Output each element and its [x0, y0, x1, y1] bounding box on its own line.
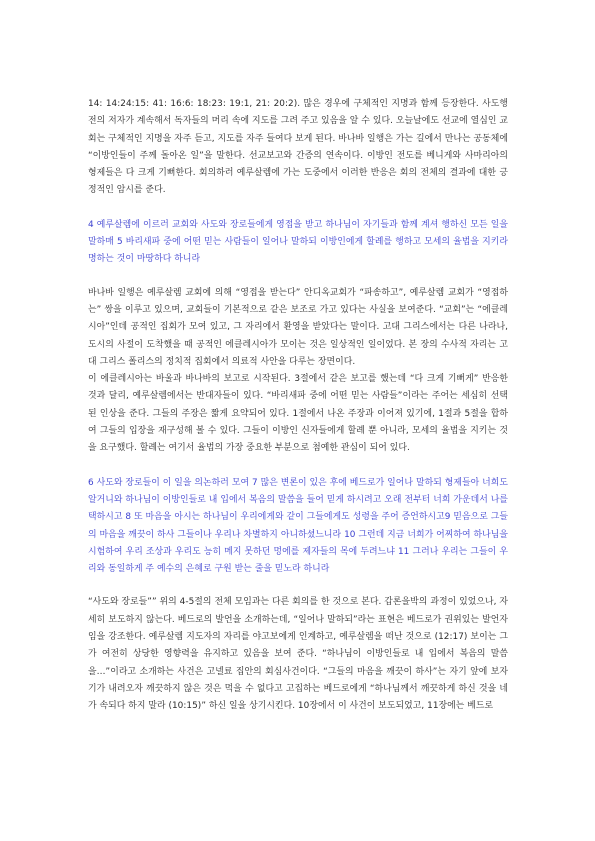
scripture-verse-paragraph: 4 예루살렘에 이르러 교회와 사도와 장로들에게 영접을 받고 하나님이 자기들과 함께 계셔 행하신 모든 일을 말하매 5 바리새파 중에 어떤 믿는 사람들이 일어나 말하되 이방인에게 할례를 행하고 모세의 율법을 지키라 명하는 것이 마땅하다 하니라 — [88, 219, 508, 265]
commentary-paragraph: 14: 14:24:15: 41: 16:6: 18:23: 19:1, 21: 20:2). 많은 경우에 구체적인 지명과 함께 등장한다. 사도행전의 저자가 계속해서 독자들의 머리 속에 지도를 그려 주고 있음을 알 수 있다. 오늘날에도 선교에 열심인 교회는 구체적인 지명을 자주 듣고, 지도를 자주 들여다 보게 된다. 바나바 일행은 가는 길에서 만나는 공동체에 “이방인들이 주께 돌아온 일”을 말한다. 선교보고와 간증의 연속이다. 이방인 전도를 베니게와 사마리아의 형제들은 다 크게 기뻐한다. 회의하러 예루살렘에 가는 도중에서 이러한 반응은 회의 전체의 결과에 대한 긍정적인 암시를 준다. — [88, 99, 508, 196]
scripture-verse-paragraph: 6 사도와 장로들이 이 일을 의논하러 모여 7 많은 변론이 있은 후에 베드로가 일어나 말하되 형제들아 너희도 알거니와 하나님이 이방인들로 내 입에서 복음의 말씀을 들어 믿게 하시려고 오래 전부터 너희 가운데서 나를 택하시고 8 또 마음을 아시는 하나님이 우리에게와 같이 그들에게도 성령을 주어 증언하시고9 믿음으로 그들의 마음을 깨끗이 하사 그들이나 우리나 차별하지 아니하셨느니라 10 그런데 지금 너희가 어찌하여 하나님을 시험하여 우리 조상과 우리도 능히 메지 못하던 멍에를 제자들의 목에 두려느냐 11 그러나 우리는 그들이 우리와 동일하게 주 예수의 은혜로 구원 받는 줄을 믿노라 하니라 — [88, 477, 508, 575]
commentary-paragraph: “사도와 장로들”” 위의 4-5절의 전체 모임과는 다른 회의를 한 것으로 본다. 갑론을박의 과정이 있었으나, 자세히 보도하지 않는다. 베드로의 발언을 소개하는데, “일어나 말하되”라는 표현은 베드로가 권위있는 발언자임을 강조한다. 예루살렘 지도자의 자리를 야고보에게 인계하고, 예루살렘을 떠난 것으로 (12:17) 보이는 그가 여전히 상당한 영향력을 유지하고 있음을 보여 준다. “하나님이 이방인들로 내 입에서 복음의 말씀을…”이라고 소개하는 사건은 고넬료 집안의 회심사건이다. “그들의 마음을 깨끗이 하사”는 자기 앞에 보자기가 내려오자 깨끗하지 않은 것은 먹을 수 없다고 고집하는 베드로에게 “하나님께서 깨끗하게 하신 것을 네가 속되다 하지 말라 (10:15)” 하신 일을 상기시킨다. 10장에서 이 사건이 보도되었고, 11장에는 베드로 — [88, 597, 508, 712]
commentary-paragraph: 바나바 일행은 예루살렘 교회에 의해 “영접을 받는다” 안디옥교회가 “파송하고”, 예루살렘 교회가 “영접하는” 쌍을 이루고 있으며, 교회들이 기본적으로 같은 보조로 가고 있다는 사실을 보여준다. “교회”는 “에클레시아”인데 공적인 집회가 모여 있고, 그 자리에서 환영을 받았다는 말이다. 고대 그리스에서는 다른 나라나, 도시의 사절이 도착했을 때 공적인 에클레시아가 모이는 것은 일상적인 일이었다. 본 장의 수사적 자리는 고대 그리스 폴리스의 정치적 집회에서 의료적 사안을 다루는 장면이다. 이 에클레시아는 바울과 바나바의 보고로 시작된다. 3절에서 같은 보고를 했는데 “다 크게 기뻐게” 반응한 것과 달리, 예루살렘에서는 반대자들이 있다. “바리새파 중에 어떤 믿는 사람들”이라는 주어는 세심히 선택된 인상을 준다. 그들의 주장은 짧게 요약되어 있다. 1절에서 나온 주장과 이어져 있기에, 1절과 5절을 합하여 그들의 입장을 재구성해 볼 수 있다. 그들이 이방인 신자들에게 할례 뿐 아니라, 모세의 율법을 지키는 것을 요구했다. 할례는 여기서 율법의 가장 중요한 부분으로 첨예한 관심이 되어 있다. — [88, 287, 508, 454]
document-page — [88, 96, 508, 716]
